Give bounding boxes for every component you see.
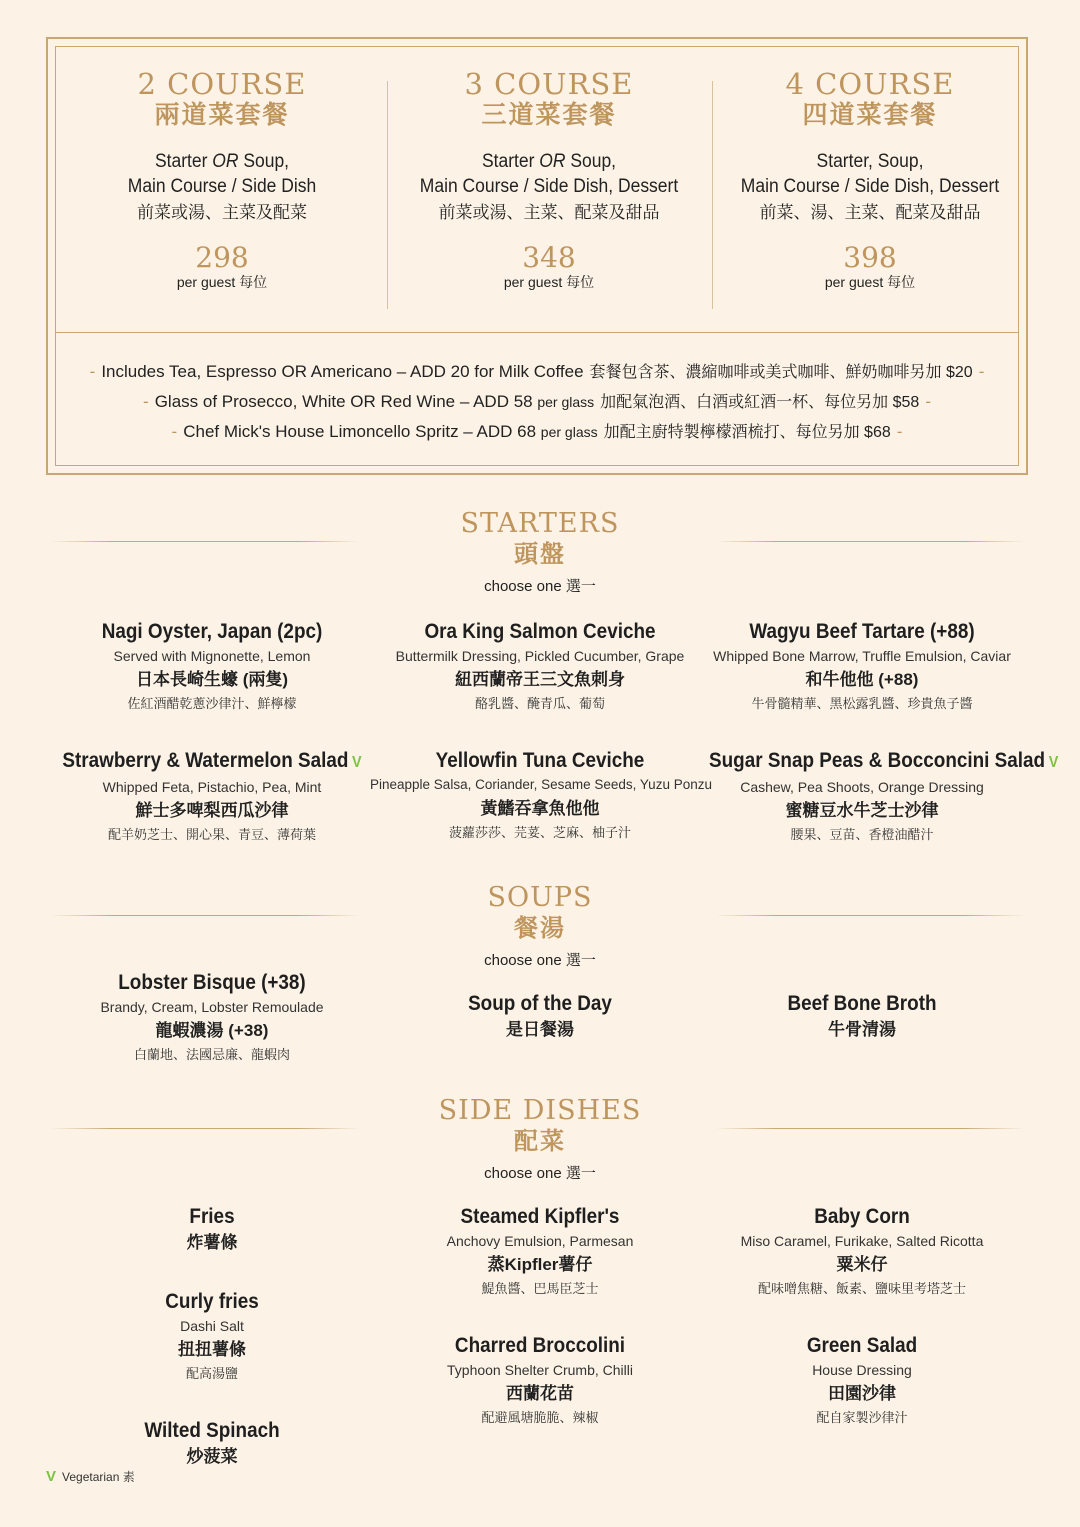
- course-option-2: [61, 47, 383, 291]
- desc-text: Starter, Soup,: [816, 151, 924, 172]
- dish-name: Yellowfin Tuna Ceviche: [435, 749, 645, 772]
- menu-item: [42, 1289, 382, 1385]
- desc-or: OR: [539, 151, 566, 172]
- addon-item: [56, 387, 1018, 417]
- dish-description-zh: 配自家製沙律汁: [816, 1410, 908, 1425]
- menu-item: [692, 748, 1059, 846]
- menu-item: [370, 748, 710, 844]
- addon-item: [56, 417, 1018, 447]
- dish-name-zh: 扭扭薯條: [178, 1340, 246, 1359]
- dish-description-zh: 鯷魚醬、巴馬臣芝士: [481, 1281, 599, 1296]
- course-title: 2 COURSE: [137, 67, 307, 101]
- dish-description: Served with Mignonette, Lemon: [113, 648, 311, 664]
- dish-description-zh: 牛骨髓精華、黑松露乳醬、珍貴魚子醬: [751, 696, 973, 711]
- addon-text: Chef Mick's House Limoncello Spritz – ADD 68: [183, 422, 537, 441]
- vegetarian-icon: V: [1048, 754, 1059, 771]
- legend-text: Vegetarian 素: [62, 1470, 135, 1484]
- dish-description-zh: 白蘭地、法國忌廉、龍蝦肉: [133, 1047, 290, 1062]
- menu-item: [370, 991, 710, 1043]
- dish-name-zh: 蜜糖豆水牛芝士沙律: [785, 801, 939, 820]
- dish-name-zh: 日本長崎生蠔 (兩隻): [135, 670, 289, 689]
- dish-name: Wilted Spinach: [144, 1419, 280, 1442]
- desc-or: OR: [212, 151, 239, 172]
- dish-name: [709, 748, 1059, 776]
- menu-item: [42, 748, 382, 846]
- dish-description-zh: 菠蘿莎莎、芫荽、芝麻、柚子汁: [448, 825, 631, 840]
- dish-description: Anchovy Emulsion, Parmesan: [446, 1233, 634, 1249]
- choose-one-label: choose one 選一: [484, 578, 596, 595]
- dish-name: Baby Corn: [814, 1205, 910, 1228]
- menu-item: [692, 1333, 1032, 1429]
- course-title: 4 COURSE: [785, 67, 955, 101]
- dish-description-zh: 配味噌焦糖、飯素、鹽味里考塔芝士: [757, 1281, 966, 1296]
- dish-name-zh: 田園沙律: [828, 1384, 896, 1403]
- dish-description-zh: 酪乳醬、醃青瓜、葡萄: [474, 696, 605, 711]
- addon-small: per glass: [537, 394, 595, 410]
- dish-description: Typhoon Shelter Crumb, Chilli: [447, 1362, 633, 1378]
- course-option-3: [388, 47, 710, 291]
- dish-description-zh: 配羊奶芝士、開心果、青豆、薄荷葉: [107, 827, 316, 842]
- addon-text-zh: 套餐包含茶、濃縮咖啡或美式咖啡、鮮奶咖啡另加 $20: [589, 364, 973, 381]
- dish-description-zh: 腰果、豆苗、香橙油醋汁: [790, 827, 934, 842]
- dish-description: Dashi Salt: [180, 1318, 244, 1334]
- dish-description-zh: 配避風塘脆脆、辣椒: [481, 1410, 599, 1425]
- dash-mark: -: [143, 392, 149, 411]
- dish-description: House Dressing: [812, 1362, 912, 1378]
- dish-name: Charred Broccolini: [454, 1334, 626, 1357]
- course-price: 398: [843, 241, 897, 274]
- dish-description: Brandy, Cream, Lobster Remoulade: [100, 999, 324, 1015]
- vegetarian-icon: V: [352, 754, 362, 771]
- vegetarian-icon: V: [46, 1468, 57, 1485]
- dish-name: Fries: [189, 1205, 235, 1228]
- course-description: [74, 149, 370, 199]
- dish-name: Curly fries: [165, 1290, 259, 1313]
- section-title: SIDE DISHES: [438, 1095, 642, 1126]
- soups-header: [0, 883, 1080, 971]
- course-description-zh: 前菜、湯、主菜、配菜及甜品: [759, 203, 981, 222]
- dish-name-zh: 龍蝦濃湯 (+38): [155, 1021, 269, 1040]
- section-title: STARTERS: [460, 508, 620, 539]
- dish-description-zh: 佐紅酒醋乾蔥沙律汁、鮮檸檬: [127, 696, 297, 711]
- desc-line2: Main Course / Side Dish, Dessert: [419, 176, 679, 197]
- dish-name-zh: 黃鰭吞拿魚他他: [480, 799, 600, 818]
- dish-name-zh: 炸薯條: [186, 1233, 238, 1252]
- menu-item: [692, 991, 1032, 1043]
- course-title-zh: 三道菜套餐: [481, 100, 617, 129]
- course-description-zh: 前菜或湯、主菜、配菜及甜品: [438, 203, 660, 222]
- dish-name-zh: 西蘭花苗: [506, 1384, 574, 1403]
- dish-name: Soup of the Day: [468, 992, 612, 1015]
- dash-mark: -: [978, 362, 985, 381]
- course-description: [401, 149, 697, 199]
- dish-description: Whipped Feta, Pistachio, Pea, Mint: [102, 779, 322, 795]
- section-title-zh: 餐湯: [514, 913, 566, 942]
- dish-name: [59, 748, 365, 776]
- dish-name: Wagyu Beef Tartare (+88): [749, 620, 975, 643]
- course-option-4: [709, 47, 1031, 291]
- dish-name-zh: 紐西蘭帝王三文魚刺身: [455, 670, 625, 689]
- course-title-zh: 四道菜套餐: [802, 100, 938, 129]
- dash-mark: -: [171, 422, 178, 441]
- dish-name: Ora King Salmon Ceviche: [424, 620, 656, 643]
- menu-item: [692, 1204, 1032, 1300]
- dish-name: Steamed Kipfler's: [460, 1205, 620, 1228]
- set-menu-price-box: [46, 37, 1028, 475]
- starters-header: [0, 509, 1080, 597]
- menu-item: [42, 1204, 382, 1256]
- dash-mark: -: [896, 422, 903, 441]
- menu-item: [42, 619, 382, 715]
- desc-line2: Main Course / Side Dish: [127, 176, 317, 197]
- dish-description: Miso Caramel, Furikake, Salted Ricotta: [740, 1233, 984, 1249]
- per-guest-label: per guest 每位: [824, 274, 916, 290]
- menu-item: [692, 619, 1032, 715]
- course-price: 298: [195, 241, 249, 274]
- menu-item: [42, 970, 382, 1066]
- section-title-zh: 配菜: [514, 1126, 566, 1155]
- course-description-zh: 前菜或湯、主菜及配菜: [137, 203, 307, 222]
- price-box-divider: [56, 332, 1018, 333]
- dish-name: Lobster Bisque (+38): [118, 971, 306, 994]
- course-options: [56, 47, 1018, 333]
- course-title: 3 COURSE: [464, 67, 634, 101]
- dish-name-text: Sugar Snap Peas & Bocconcini Salad: [709, 749, 1046, 772]
- addon-text-zh: 加配主廚特製檸檬酒梳打、每位另加 $68: [603, 424, 891, 441]
- desc-line2: Main Course / Side Dish, Dessert: [740, 176, 1000, 197]
- dash-mark: -: [89, 362, 96, 381]
- addon-item: [56, 357, 1018, 387]
- addon-text: Glass of Prosecco, White OR Red Wine – ADD 58: [154, 392, 533, 411]
- dish-description: Buttermilk Dressing, Pickled Cucumber, Grape: [395, 648, 685, 664]
- addon-list: [56, 357, 1018, 447]
- dish-description: Cashew, Pea Shoots, Orange Dressing: [740, 779, 984, 795]
- desc-text: Soup,: [565, 151, 617, 172]
- side-dishes-header: [0, 1096, 1080, 1184]
- per-guest-label: per guest 每位: [503, 274, 595, 290]
- menu-item: [370, 619, 710, 715]
- section-title: SOUPS: [487, 882, 593, 913]
- dish-name-zh: 鮮士多啤梨西瓜沙律: [135, 801, 289, 820]
- desc-text: Starter: [154, 151, 213, 172]
- dish-description: Pineapple Salsa, Coriander, Sesame Seeds, Yuzu Ponzu: [370, 777, 712, 792]
- menu-item: [370, 1333, 710, 1429]
- dish-name-zh: 炒菠菜: [186, 1447, 238, 1466]
- dash-mark: -: [925, 392, 931, 411]
- desc-text: Soup,: [238, 151, 290, 172]
- dish-name: Green Salad: [806, 1334, 918, 1357]
- dish-name-zh: 和牛他他 (+88): [805, 670, 919, 689]
- choose-one-label: choose one 選一: [484, 952, 596, 969]
- per-guest-label: per guest 每位: [176, 274, 268, 290]
- price-box-inner: [55, 46, 1019, 466]
- vegetarian-legend: [46, 1468, 135, 1485]
- dish-name: Nagi Oyster, Japan (2pc): [101, 620, 323, 643]
- section-title-zh: 頭盤: [514, 539, 566, 568]
- course-title-zh: 兩道菜套餐: [154, 100, 290, 129]
- addon-text: Includes Tea, Espresso OR Americano – ADD 20 for Milk Coffee: [101, 362, 584, 381]
- dish-name-zh: 蒸Kipfler薯仔: [487, 1255, 593, 1274]
- dish-name-zh: 粟米仔: [836, 1255, 888, 1274]
- dish-name: Beef Bone Broth: [787, 992, 937, 1015]
- dish-name-zh: 是日餐湯: [506, 1020, 574, 1039]
- course-price: 348: [522, 241, 576, 274]
- choose-one-label: choose one 選一: [484, 1165, 596, 1182]
- menu-item: [370, 1204, 710, 1300]
- dish-description-zh: 配高湯鹽: [185, 1366, 238, 1381]
- desc-text: Starter: [481, 151, 540, 172]
- dish-name-text: Strawberry & Watermelon Salad: [62, 749, 349, 772]
- addon-text-zh: 加配氣泡酒、白酒或紅酒一杯、每位另加 $58: [600, 394, 920, 411]
- addon-small: per glass: [540, 424, 598, 440]
- dish-description: Whipped Bone Marrow, Truffle Emulsion, Caviar: [713, 648, 1011, 664]
- menu-item: [42, 1418, 382, 1470]
- course-description: [722, 149, 1018, 199]
- dish-name-zh: 牛骨清湯: [828, 1020, 896, 1039]
